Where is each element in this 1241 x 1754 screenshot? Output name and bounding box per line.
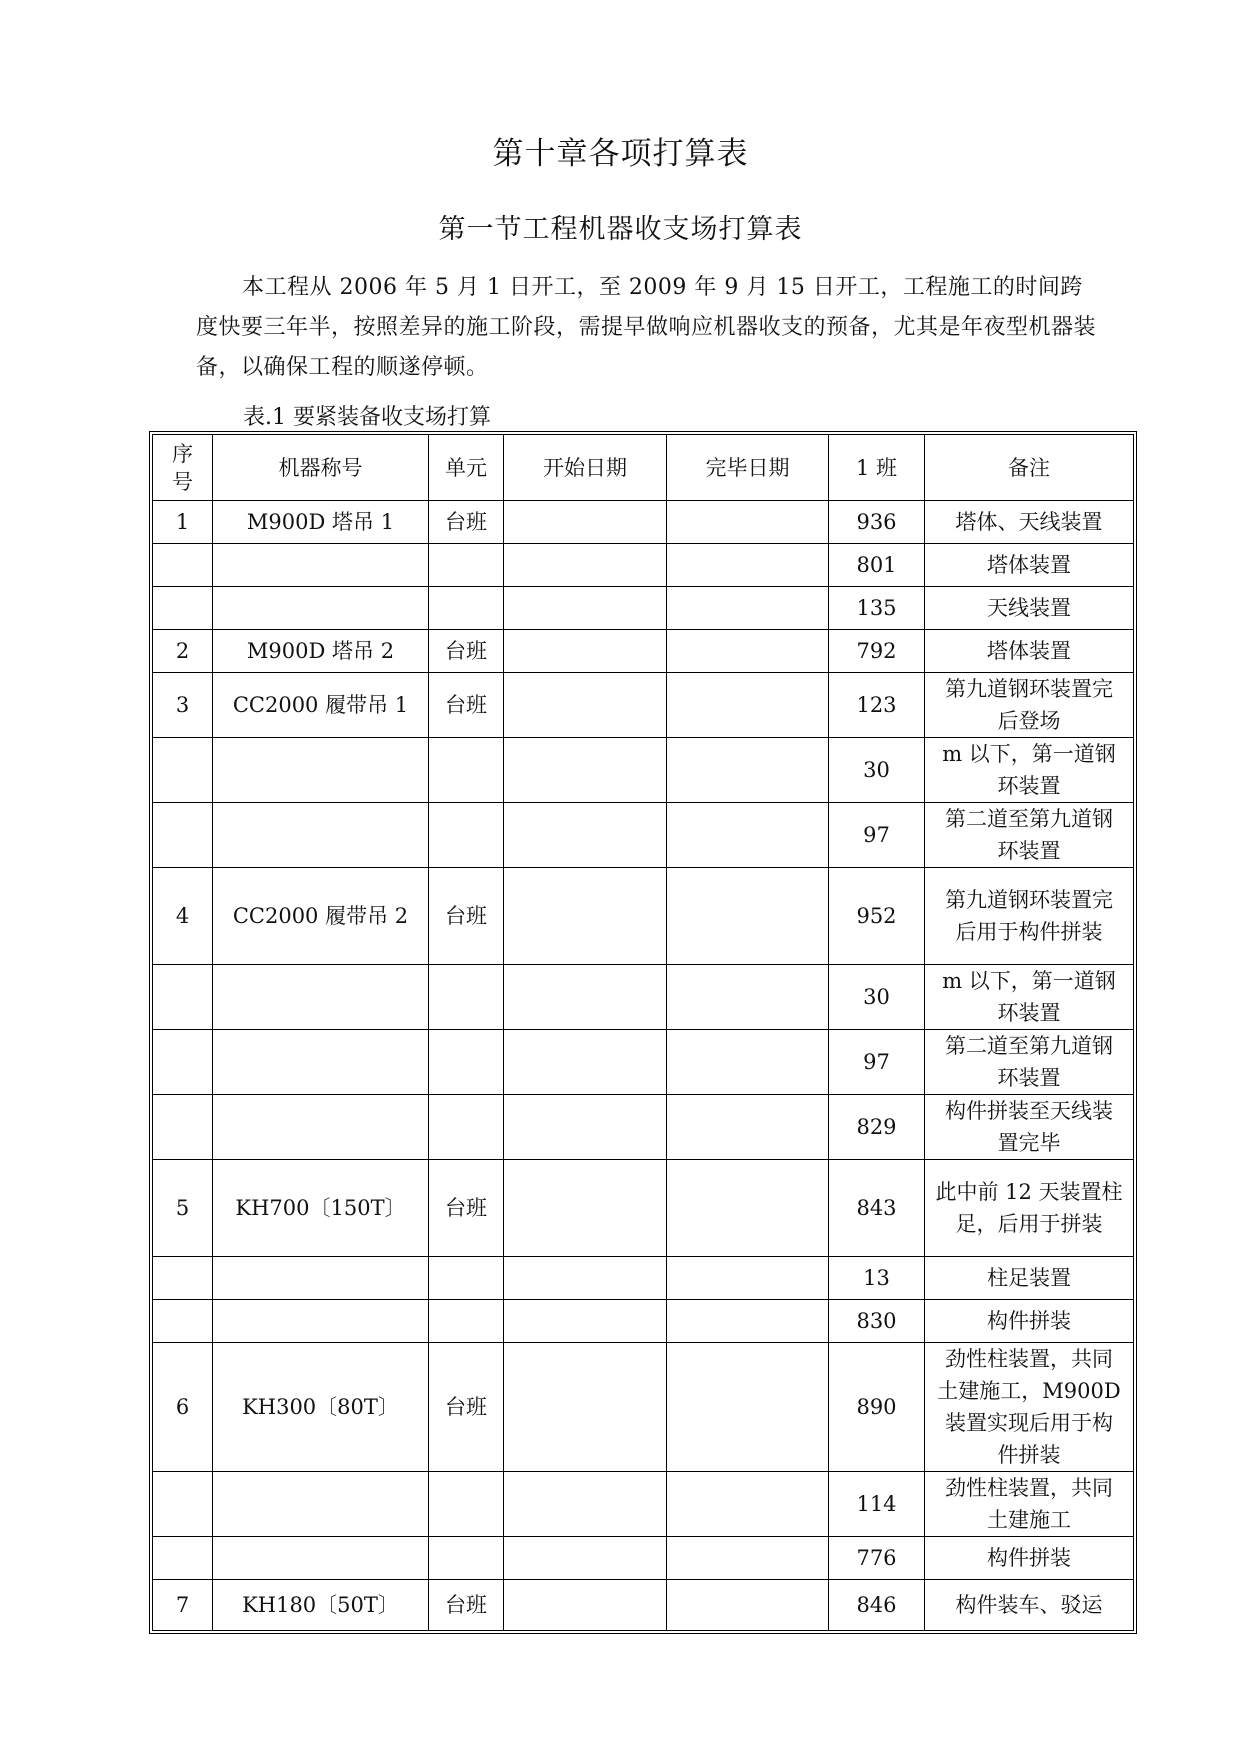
cell-machine xyxy=(213,1030,429,1095)
cell-shift: 776 xyxy=(829,1537,925,1580)
cell-note: 第二道至第九道钢环装置 xyxy=(925,803,1134,868)
header-cell-machine: 机器称号 xyxy=(213,435,429,501)
cell-unit xyxy=(429,1030,504,1095)
cell-start-date xyxy=(504,1095,667,1160)
cell-shift: 97 xyxy=(829,803,925,868)
cell-shift: 114 xyxy=(829,1472,925,1537)
cell-machine: KH300〔80T〕 xyxy=(213,1343,429,1472)
cell-end-date xyxy=(667,868,829,965)
cell-shift: 30 xyxy=(829,965,925,1030)
table-row xyxy=(153,1537,1134,1580)
cell-machine: CC2000 履带吊 2 xyxy=(213,868,429,965)
table-row xyxy=(153,673,1134,738)
header-cell-note: 备注 xyxy=(925,435,1134,501)
cell-index xyxy=(153,1537,213,1580)
cell-machine xyxy=(213,1472,429,1537)
cell-shift: 13 xyxy=(829,1257,925,1300)
cell-index xyxy=(153,1472,213,1537)
cell-start-date xyxy=(504,965,667,1030)
cell-end-date xyxy=(667,544,829,587)
cell-note: 塔体装置 xyxy=(925,630,1134,673)
cell-note: 塔体、天线装置 xyxy=(925,501,1134,544)
table-row xyxy=(153,544,1134,587)
cell-note: m 以下，第一道钢环装置 xyxy=(925,965,1134,1030)
cell-start-date xyxy=(504,544,667,587)
cell-index xyxy=(153,587,213,630)
cell-start-date xyxy=(504,587,667,630)
header-cell-end-date: 完毕日期 xyxy=(667,435,829,501)
chapter-title: 第十章各项打算表 xyxy=(492,136,749,172)
cell-start-date xyxy=(504,868,667,965)
cell-note: 塔体装置 xyxy=(925,544,1134,587)
cell-start-date xyxy=(504,1343,667,1472)
cell-note: 第九道钢环装置完后用于构件拼装 xyxy=(925,868,1134,965)
equipment-table xyxy=(152,434,1134,1631)
cell-machine xyxy=(213,803,429,868)
cell-unit xyxy=(429,544,504,587)
table-row xyxy=(153,868,1134,965)
cell-index: 6 xyxy=(153,1343,213,1472)
cell-note: m 以下，第一道钢环装置 xyxy=(925,738,1134,803)
table-row xyxy=(153,1160,1134,1257)
table-row xyxy=(153,965,1134,1030)
table-row xyxy=(153,1300,1134,1343)
cell-start-date xyxy=(504,738,667,803)
equipment-table-frame xyxy=(149,431,1137,1634)
cell-shift: 890 xyxy=(829,1343,925,1472)
cell-start-date xyxy=(504,803,667,868)
cell-note: 第二道至第九道钢环装置 xyxy=(925,1030,1134,1095)
table-row xyxy=(153,1257,1134,1300)
cell-index xyxy=(153,1300,213,1343)
cell-unit xyxy=(429,738,504,803)
cell-end-date xyxy=(667,803,829,868)
cell-machine xyxy=(213,1257,429,1300)
cell-machine xyxy=(213,1300,429,1343)
header-cell-start-date: 开始日期 xyxy=(504,435,667,501)
cell-unit xyxy=(429,803,504,868)
cell-start-date xyxy=(504,630,667,673)
table-row xyxy=(153,1580,1134,1631)
table-row xyxy=(153,803,1134,868)
cell-unit xyxy=(429,1537,504,1580)
cell-unit xyxy=(429,1095,504,1160)
cell-unit xyxy=(429,965,504,1030)
cell-note: 构件拼装 xyxy=(925,1537,1134,1580)
table-row xyxy=(153,1472,1134,1537)
cell-machine xyxy=(213,1095,429,1160)
cell-note: 天线装置 xyxy=(925,587,1134,630)
cell-end-date xyxy=(667,1472,829,1537)
cell-shift: 843 xyxy=(829,1160,925,1257)
table-row xyxy=(153,630,1134,673)
section-title: 第一节工程机器收支场打算表 xyxy=(438,214,803,245)
cell-index: 5 xyxy=(153,1160,213,1257)
cell-end-date xyxy=(667,1160,829,1257)
cell-note: 劲性柱装置，共同土建施工 xyxy=(925,1472,1134,1537)
cell-note: 构件拼装至天线装置完毕 xyxy=(925,1095,1134,1160)
cell-index: 7 xyxy=(153,1580,213,1631)
cell-start-date xyxy=(504,501,667,544)
cell-end-date xyxy=(667,1580,829,1631)
cell-end-date xyxy=(667,1095,829,1160)
intro-paragraph xyxy=(196,268,1096,388)
cell-unit xyxy=(429,1472,504,1537)
cell-unit: 台班 xyxy=(429,1580,504,1631)
cell-start-date xyxy=(504,1537,667,1580)
cell-end-date xyxy=(667,673,829,738)
header-cell-shift: 1 班 xyxy=(829,435,925,501)
cell-start-date xyxy=(504,1160,667,1257)
cell-unit: 台班 xyxy=(429,868,504,965)
cell-note: 此中前 12 天装置柱足，后用于拼装 xyxy=(925,1160,1134,1257)
cell-note: 第九道钢环装置完后登场 xyxy=(925,673,1134,738)
cell-machine xyxy=(213,1537,429,1580)
cell-machine: CC2000 履带吊 1 xyxy=(213,673,429,738)
cell-index xyxy=(153,965,213,1030)
cell-machine: M900D 塔吊 2 xyxy=(213,630,429,673)
cell-index xyxy=(153,1257,213,1300)
table-header xyxy=(153,435,1134,501)
cell-index xyxy=(153,803,213,868)
cell-end-date xyxy=(667,1343,829,1472)
cell-shift: 952 xyxy=(829,868,925,965)
cell-shift: 846 xyxy=(829,1580,925,1631)
header-cell-index: 序号 xyxy=(153,435,213,501)
cell-end-date xyxy=(667,965,829,1030)
cell-shift: 936 xyxy=(829,501,925,544)
cell-note: 构件拼装 xyxy=(925,1300,1134,1343)
header-row xyxy=(153,435,1134,501)
cell-shift: 97 xyxy=(829,1030,925,1095)
cell-end-date xyxy=(667,630,829,673)
cell-shift: 801 xyxy=(829,544,925,587)
cell-index xyxy=(153,544,213,587)
cell-start-date xyxy=(504,1472,667,1537)
cell-unit xyxy=(429,1257,504,1300)
table-row xyxy=(153,738,1134,803)
cell-index: 1 xyxy=(153,501,213,544)
cell-shift: 123 xyxy=(829,673,925,738)
cell-index: 4 xyxy=(153,868,213,965)
cell-index xyxy=(153,738,213,803)
cell-unit: 台班 xyxy=(429,673,504,738)
table-caption: 表.1 要紧装备收支场打算 xyxy=(243,405,491,430)
table-row xyxy=(153,1343,1134,1472)
cell-shift: 30 xyxy=(829,738,925,803)
cell-end-date xyxy=(667,1257,829,1300)
header-cell-unit: 单元 xyxy=(429,435,504,501)
cell-machine xyxy=(213,965,429,1030)
cell-end-date xyxy=(667,1300,829,1343)
cell-start-date xyxy=(504,1030,667,1095)
cell-end-date xyxy=(667,587,829,630)
cell-index xyxy=(153,1095,213,1160)
table-row xyxy=(153,1095,1134,1160)
cell-machine xyxy=(213,587,429,630)
table-row xyxy=(153,587,1134,630)
cell-index: 3 xyxy=(153,673,213,738)
cell-end-date xyxy=(667,738,829,803)
cell-machine: KH700〔150T〕 xyxy=(213,1160,429,1257)
cell-unit: 台班 xyxy=(429,1343,504,1472)
cell-shift: 792 xyxy=(829,630,925,673)
cell-shift: 829 xyxy=(829,1095,925,1160)
cell-end-date xyxy=(667,1537,829,1580)
cell-machine: M900D 塔吊 1 xyxy=(213,501,429,544)
cell-index: 2 xyxy=(153,630,213,673)
cell-unit: 台班 xyxy=(429,630,504,673)
cell-unit xyxy=(429,1300,504,1343)
table-row xyxy=(153,501,1134,544)
cell-start-date xyxy=(504,1257,667,1300)
cell-note: 构件装车、驳运 xyxy=(925,1580,1134,1631)
table-body xyxy=(153,501,1134,1631)
cell-start-date xyxy=(504,1580,667,1631)
cell-unit: 台班 xyxy=(429,501,504,544)
cell-note: 劲性柱装置，共同土建施工，M900D 装置实现后用于构件拼装 xyxy=(925,1343,1134,1472)
cell-unit xyxy=(429,587,504,630)
cell-start-date xyxy=(504,673,667,738)
cell-machine xyxy=(213,738,429,803)
cell-machine xyxy=(213,544,429,587)
cell-note: 柱足装置 xyxy=(925,1257,1134,1300)
cell-shift: 830 xyxy=(829,1300,925,1343)
cell-machine: KH180〔50T〕 xyxy=(213,1580,429,1631)
cell-unit: 台班 xyxy=(429,1160,504,1257)
cell-end-date xyxy=(667,1030,829,1095)
cell-shift: 135 xyxy=(829,587,925,630)
cell-index xyxy=(153,1030,213,1095)
intro-text: 本工程从 2006 年 5 月 1 日开工，至 2009 年 9 月 15 日开工，工程施工的时间跨度快要三年半，按照差异的施工阶段，需提早做响应机器收支的预备，尤其是年夜型机器装备，以确保工程的顺遂停顿。 xyxy=(196,275,1097,380)
table-row xyxy=(153,1030,1134,1095)
cell-start-date xyxy=(504,1300,667,1343)
cell-end-date xyxy=(667,501,829,544)
